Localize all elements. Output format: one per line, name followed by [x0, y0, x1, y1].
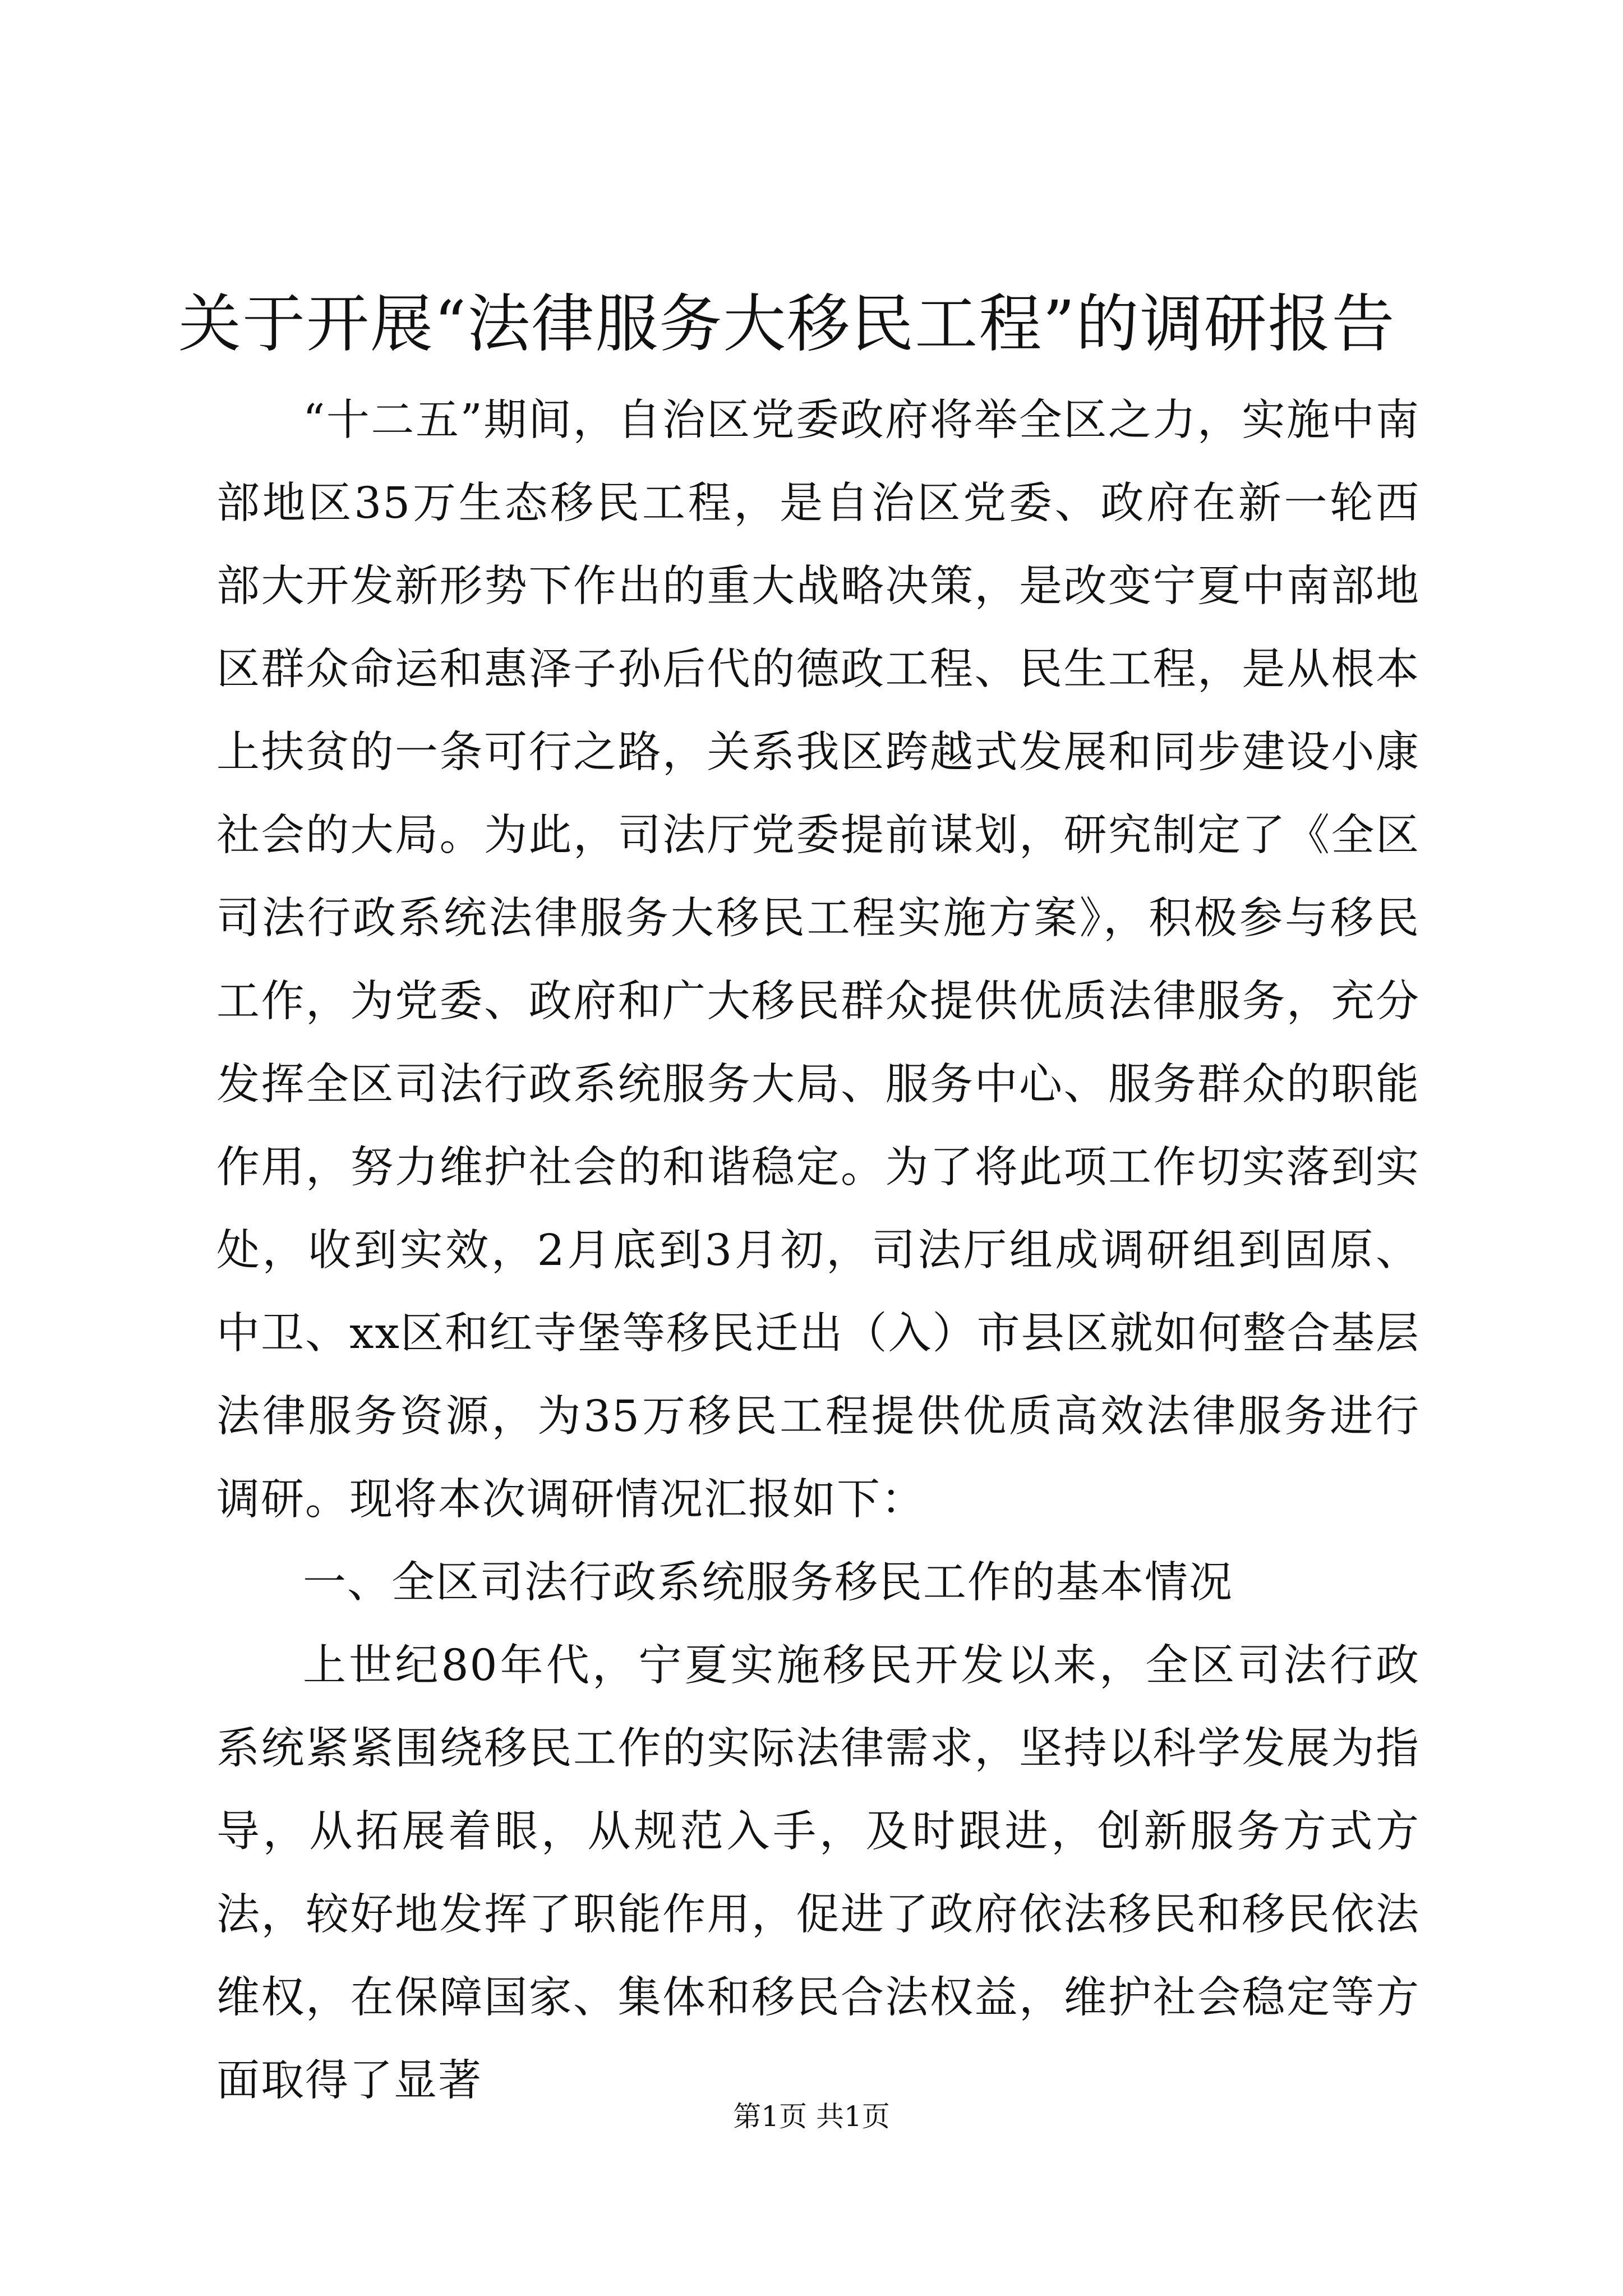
page-number-footer: 第1页 共1页	[733, 2100, 890, 2133]
document-body	[216, 379, 1420, 2123]
paragraph-intro: “十二五”期间，自治区党委政府将举全区之力，实施中南部地区35万生态移民工程，是自治区党委、政府在新一轮西部大开发新形势下作出的重大战略决策，是改变宁夏中南部地区群众命运和惠泽子孙后代的德政工程、民生工程，是从根本上扶贫的一条可行之路，关系我区跨越式发展和同步建设小康社会的大局。为此，司法厅党委提前谋划，研究制定了《全区司法行政系统法律服务大移民工程实施方案》，积极参与移民工作，为党委、政府和广大移民群众提供优质法律服务，充分发挥全区司法行政系统服务大局、服务中心、服务群众的职能作用，努力维护社会的和谐稳定。为了将此项工作切实落到实处，收到实效，2月底到3月初，司法厅组成调研组到固原、中卫、xx区和红寺堡等移民迁出（入）市县区就如何整合基层法律服务资源，为35万移民工程提供优质高效法律服务进行调研。现将本次调研情况汇报如下：	[216, 395, 1420, 1525]
document-title: 关于开展“法律服务大移民工程”的调研报告	[178, 288, 1396, 361]
section-heading-1: 一、全区司法行政系统服务移民工作的基本情况	[303, 1558, 1233, 1608]
paragraph-section-1: 上世纪80年代，宁夏实施移民开发以来，全区司法行政系统紧紧围绕移民工作的实际法律需求，坚持以科学发展为指导，从拓展着眼，从规范入手，及时跟进，创新服务方式方法，较好地发挥了职能作用，促进了政府依法移民和移民依法维权，在保障国家、集体和移民合法权益，维护社会稳定等方面取得了显著	[216, 1641, 1420, 2106]
